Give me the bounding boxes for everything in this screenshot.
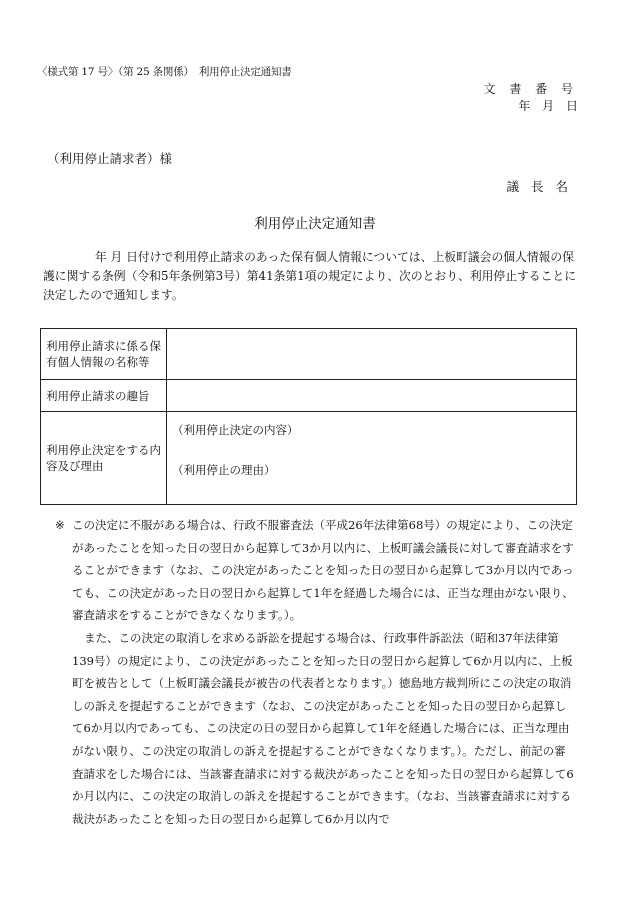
row-label: 利用停止決定をする内容及び理由 — [41, 412, 167, 505]
table-row — [41, 329, 577, 380]
note-paragraph-lawsuit: また、この決定の取消しを求める訴訟を提起する場合は、行政事件訴訟法（昭和37年法律第139号）の規定により、この決定があったことを知った日の翌日から起算して6か月以内に、上板町を被告として（上板町議会議長が被告の代表者となります。）徳島地方裁判所にこの決定の取消しの訴えを提起することができます（なお、この決定があったことを知った日の翌日から起算して6か月以内であっても、この決定の日の翌日から起算して1年を経過した場合には、正当な理由がない限り、この決定の取消しの訴えを提起することができなくなります。）。ただし、前記の審査請求をした場合には、当該審査請求に対する裁決があったことを知った日の翌日から起算して6か月以内に、この決定の取消しの訴えを提起することができます。（なお、当該審査請求に対する裁決があったことを知った日の翌日から起算して6か月以内で — [72, 630, 574, 826]
decision-reason-label: （利用停止の理由） — [172, 463, 276, 477]
row-value — [167, 412, 577, 505]
note-mark: ※ — [55, 518, 65, 532]
row-value — [167, 329, 577, 380]
row-value — [167, 380, 577, 412]
document-number-label: 文 書 番 号 — [483, 82, 578, 96]
info-table — [40, 328, 577, 505]
body-paragraph: 年 月 日付けで利用停止請求のあった保有個人情報については、上板町議会の個人情報の保護に関する条例（令和5年条例第3号）第41条第1項の規定により、次のとおり、利用停止することに決定したので通知します。 — [43, 250, 576, 302]
form-label: 〈様式第 17 号〉（第 25 条関係） 利用停止決定通知書 — [37, 66, 292, 78]
table-row — [41, 380, 577, 412]
notes-section — [55, 514, 577, 830]
row-label: 利用停止請求の趣旨 — [41, 380, 167, 412]
addressee: （利用停止請求者）様 — [47, 151, 173, 166]
date-label: 年 月 日 — [518, 99, 578, 113]
table-row — [41, 412, 577, 505]
decision-content-label: （利用停止決定の内容） — [172, 423, 299, 437]
note-paragraph-appeal: この決定に不服がある場合は、行政不服審査法（平成26年法律第68号）の規定により、この決定があったことを知った日の翌日から起算して3か月以内に、上板町議会議長に対して審査請求をすることができます（なお、この決定があったことを知った日の翌日から起算して3か月以内であっても、この決定があった日の翌日から起算して1年を経過した場合には、正当な理由がない限り、審査請求をすることができなくなります。）。 — [72, 518, 574, 623]
issuer-name: 議 長 名 — [506, 179, 572, 194]
document-title: 利用停止決定通知書 — [254, 216, 376, 232]
row-label: 利用停止請求に係る保有個人情報の名称等 — [41, 329, 167, 380]
